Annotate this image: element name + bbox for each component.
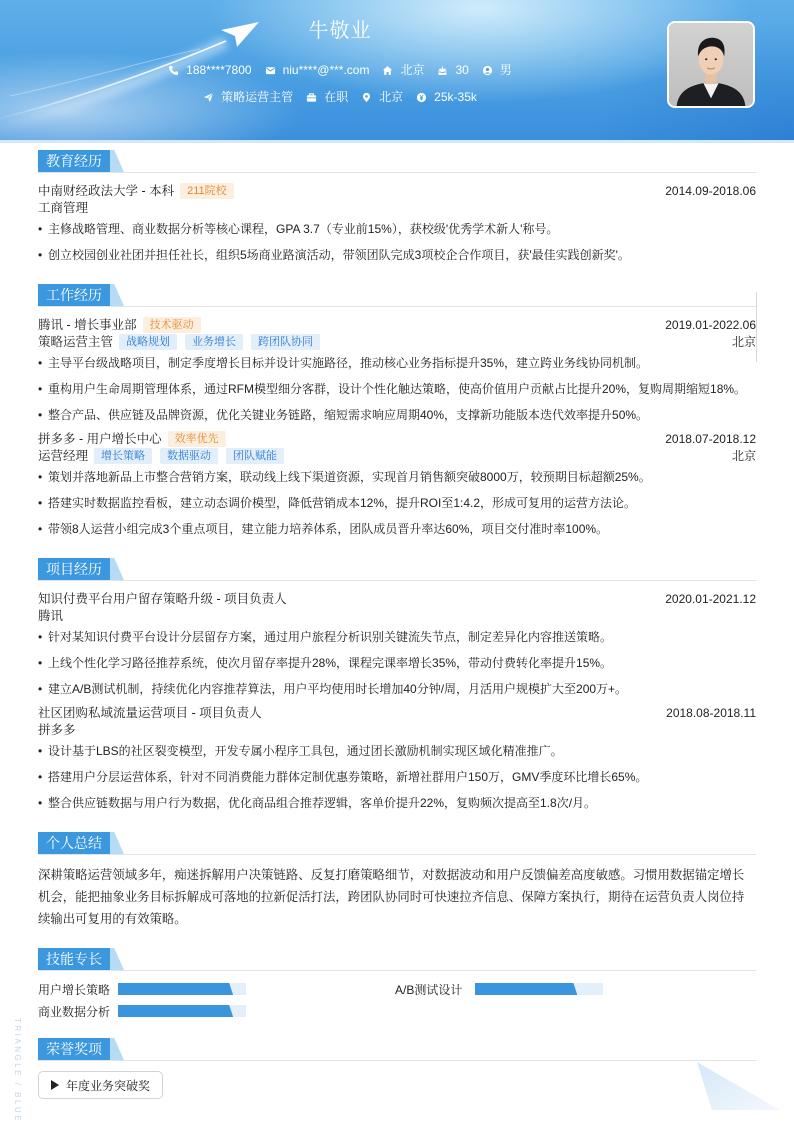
list-item: • 策划并落地新品上市整合营销方案，联动线上线下渠道资源，实现首月销售额突破8000万，较预期目标超额25%。 [38,464,756,490]
skill-tag: 数据驱动 [160,448,218,464]
age-icon [437,65,448,76]
side-watermark-text: TRIANGLE / BLUE [13,1018,22,1123]
skill-level-fill [118,1005,233,1017]
section-flag-tail [110,1038,124,1060]
contact-gender [482,61,512,79]
candidate-name: 牛敬业 [308,20,372,42]
email-icon [265,65,276,76]
entry-subheader [38,722,756,738]
section-title: 工作经历 [38,284,110,306]
intent-salary [416,88,477,106]
skill-level-bar [118,983,246,995]
section-title: 教育经历 [38,150,110,172]
gender-text: 男 [499,63,512,77]
salary-icon [416,92,427,103]
skill-item [395,978,756,1000]
summary-text: 深耕策略运营领域多年，痴迷拆解用户决策链路、反复打磨策略细节，对数据波动和用户反馈偏差高度敏感。习惯用数据锚定增长机会，能把抽象业务目标拆解成可落地的拉新促活打法，跨团队协同时可快速拉齐信息、保障方案执行，期待在运营负责人岗位持续输出可复用的有效策略。 [38,868,745,926]
profile-photo [667,21,755,108]
summary-section [38,832,756,930]
list-item: • 主修战略管理、商业数据分析等核心课程，GPA 3.7（专业前15%），获校级'优秀学术新人'称号。 [38,216,756,242]
send-icon [203,92,214,103]
school-degree: 中南财经政法大学 - 本科 [38,184,175,198]
contact-age [437,61,468,79]
section-flag [38,948,124,970]
hometown-text: 北京 [400,63,425,77]
company-dept: 拼多多 - 用户增长中心 [38,432,162,446]
skill-tag: 团队赋能 [226,448,284,464]
entry-subheader [38,200,756,216]
skill-level-bar [118,1005,246,1017]
entry-header [38,704,756,722]
section-flag [38,832,124,854]
major: 工商管理 [38,201,89,215]
contact-hometown [382,61,424,79]
intent-status-text: 在职 [324,90,349,104]
list-item: • 创立校园创业社团并担任社长，组织5场商业路演活动，带领团队完成3项校企合作项目，获'最佳实践创新奖'。 [38,242,756,268]
section-header [38,150,756,173]
section-flag-tail [110,558,124,580]
header-bottom-strip [0,140,794,143]
section-flag [38,1038,124,1060]
section-header [38,284,756,307]
education-entry [38,182,756,268]
role-group [38,448,284,464]
bullet-list [38,350,756,428]
skill-tag: 战略规划 [119,334,177,350]
bullet-list [38,624,756,702]
work-entry [38,430,756,542]
phone-text: 188****7800 [186,63,252,77]
list-item: • 整合供应链数据与用户行为数据，优化商品组合推荐逻辑，客单价提升22%，复购频次提高至1.8次/月。 [38,790,756,816]
section-header [38,948,756,971]
skill-item [38,1000,395,1022]
skill-name: A/B测试设计 [395,982,463,997]
list-item: • 上线个性化学习路径推荐系统，使次月留存率提升28%，课程完课率增长35%，带动付费转化率提升15%。 [38,650,756,676]
period: 2018.08-2018.11 [666,706,756,720]
work-section [38,284,756,542]
entry-title-group [38,430,226,448]
section-flag [38,284,124,306]
city: 北京 [731,449,756,463]
resume-body [38,150,756,1099]
project-company: 腾讯 [38,609,64,623]
section-header [38,558,756,581]
section-flag [38,558,124,580]
phone-icon [168,65,179,76]
bullet-list [38,464,756,542]
list-item: • 重构用户生命周期管理体系，通过RFM模型细分客群，设计个性化触达策略，使高价值用户贡献占比提升20%，复购周期缩短18%。 [38,376,756,402]
entry-header [38,182,756,200]
skill-tag: 跨团队协同 [251,334,320,350]
list-item: • 设计基于LBS的社区裂变模型，开发专属小程序工具包，通过团长激励机制实现区域化精准推广。 [38,738,756,764]
email-text: niu****@***.com [282,63,370,77]
bullet-list [38,216,756,268]
list-item: • 搭建实时数据监控看板，建立动态调价模型，降低营销成本12%，提升ROI至1:4.2，形成可复用的运营方法论。 [38,490,756,516]
school-tag: 211院校 [180,183,234,199]
skills-grid [38,978,756,1022]
period: 2019.01-2022.06 [665,318,756,332]
section-title: 个人总结 [38,832,110,854]
corner-triangle-decoration [690,1058,785,1114]
list-item: • 针对某知识付费平台设计分层留存方案，通过用户旅程分析识别关键流失节点，制定差异化内容推送策略。 [38,624,756,650]
period: 2014.09-2018.06 [665,184,756,198]
skill-name: 用户增长策略 [38,982,111,997]
section-title: 荣誉奖项 [38,1038,110,1060]
entry-header [38,316,756,334]
company-tag: 效率优先 [168,431,226,447]
role-group [38,334,320,350]
education-section [38,150,756,268]
header-info [0,0,680,140]
period: 2020.01-2021.12 [665,592,756,606]
period: 2018.07-2018.12 [665,432,756,446]
entry-header [38,590,756,608]
skill-tag: 增长策略 [94,448,152,464]
intent-position [203,88,293,106]
job-role: 运营经理 [38,449,89,463]
decor-vertical-line [756,292,757,362]
resume-header [0,0,794,140]
project-entry [38,590,756,702]
intent-position-text: 策略运营主管 [221,90,294,104]
briefcase-icon [306,92,317,103]
contact-row [0,61,680,79]
list-item: • 搭建用户分层运营体系，针对不同消费能力群体定制优惠券策略，新增社群用户150万，GMV季度环比增长65%。 [38,764,756,790]
section-flag-tail [110,948,124,970]
section-flag-tail [110,150,124,172]
project-name-role: 社区团购私域流量运营项目 - 项目负责人 [38,706,262,720]
project-company: 拼多多 [38,723,76,737]
age-text: 30 [455,63,469,77]
award-card [38,1071,163,1099]
skill-tag: 业务增长 [185,334,243,350]
list-item: • 建立A/B测试机制，持续优化内容推荐算法，用户平均使用时长增加40分钟/周，月活用户规模扩大至200万+。 [38,676,756,702]
intent-status [306,88,348,106]
bullet-list [38,738,756,816]
intent-salary-text: 25k-35k [434,90,477,104]
skills-section [38,948,756,1022]
city: 北京 [731,335,756,349]
entry-title-group [38,316,201,334]
project-entry [38,704,756,816]
section-flag-tail [110,832,124,854]
honors-section [38,1038,756,1099]
contact-phone [168,61,251,79]
award-name: 年度业务突破奖 [66,1078,151,1093]
skill-name: 商业数据分析 [38,1004,111,1019]
skill-level-fill [118,983,233,995]
company-tag: 技术驱动 [143,317,201,333]
entry-header [38,430,756,448]
avatar-image [669,23,753,106]
entry-subheader [38,448,756,464]
contact-email [265,61,370,79]
job-intent-row [0,88,680,106]
list-item: • 主导平台级战略项目，制定季度增长目标并设计实施路径，推动核心业务指标提升35%，建立跨业务线协同机制。 [38,350,756,376]
intent-city-text: 北京 [379,90,404,104]
section-header [38,1038,756,1061]
entry-title-group [38,182,234,200]
section-header [38,832,756,855]
location-icon [361,92,372,103]
skill-level-fill [475,983,577,995]
company-dept: 腾讯 - 增长事业部 [38,318,137,332]
section-flag-tail [110,284,124,306]
projects-section [38,558,756,816]
job-role: 策略运营主管 [38,335,114,349]
intent-city [361,88,403,106]
entry-subheader [38,608,756,624]
skill-level-bar [475,983,603,995]
section-title: 技能专长 [38,948,110,970]
list-item: • 整合产品、供应链及品牌资源，优化关键业务链路，缩短需求响应周期40%，支撑新功能版本迭代效率提升50%。 [38,402,756,428]
gender-icon [482,65,493,76]
entry-subheader [38,334,756,350]
section-flag [38,150,124,172]
project-name-role: 知识付费平台用户留存策略升级 - 项目负责人 [38,592,287,606]
home-icon [382,65,393,76]
play-icon [51,1080,59,1090]
section-title: 项目经历 [38,558,110,580]
work-entry [38,316,756,428]
skill-item [38,978,395,1000]
list-item: • 带领8人运营小组完成3个重点项目，建立能力培养体系，团队成员晋升率达60%，项目交付准时率100%。 [38,516,756,542]
